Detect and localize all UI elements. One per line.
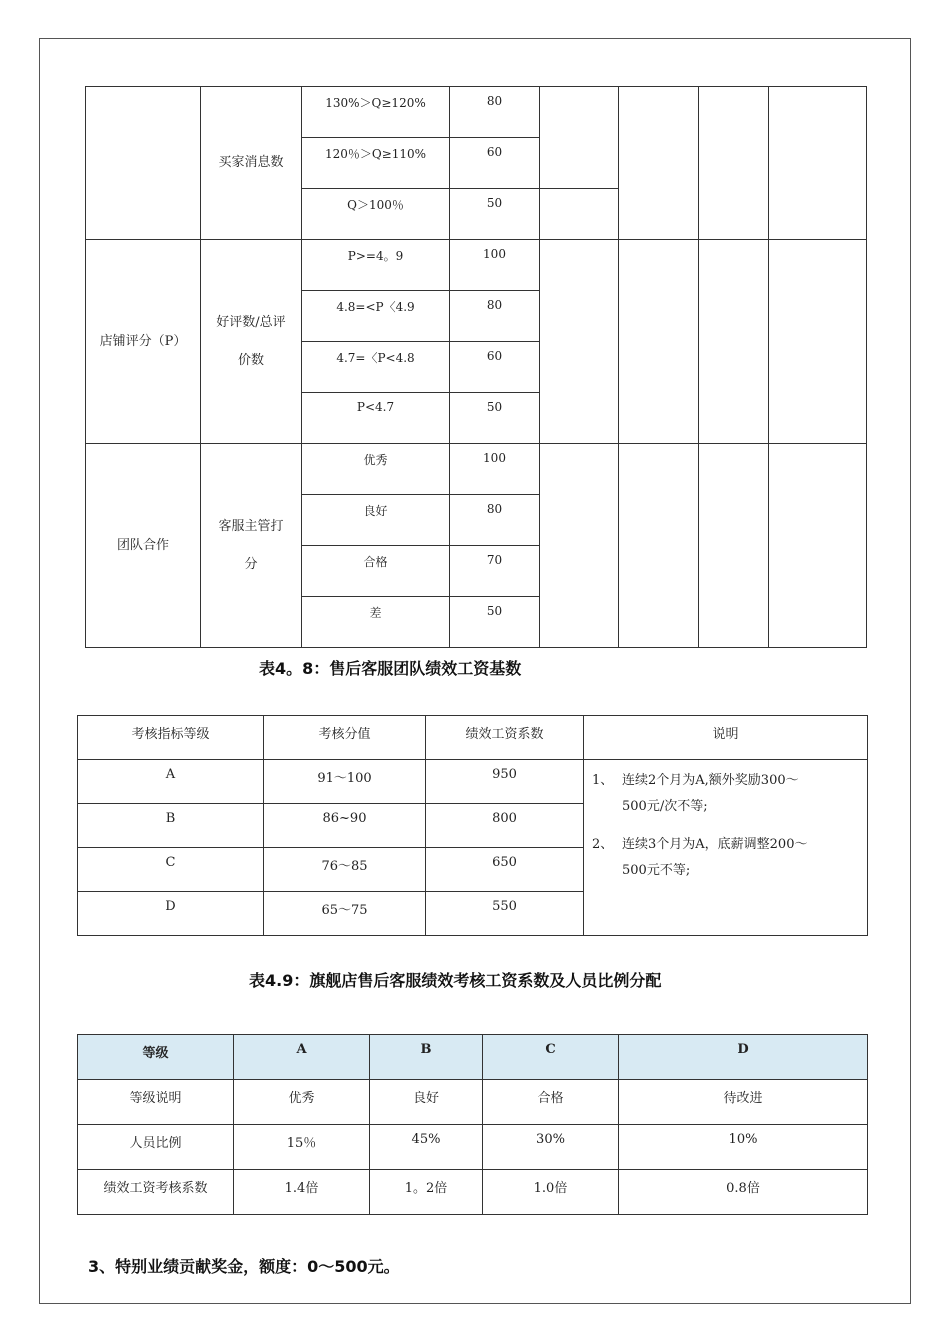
score-cell: 60	[450, 138, 540, 189]
metric-line: 好评数/总评	[216, 314, 286, 330]
table-row	[78, 1080, 868, 1125]
notes-cell	[584, 760, 868, 936]
condition-cell: 良好	[302, 495, 450, 546]
score-cell: 80	[450, 291, 540, 342]
condition-cell: 优秀	[302, 444, 450, 495]
grade-cell: A	[78, 760, 264, 804]
condition-cell: 4.8=<P〈4.9	[302, 291, 450, 342]
condition-cell: 差	[302, 597, 450, 648]
row-label: 人员比例	[78, 1125, 234, 1170]
table-row	[78, 1125, 868, 1170]
metric-cell: 买家消息数	[201, 87, 302, 240]
score-cell: 50	[450, 597, 540, 648]
coefficient-cell: 800	[426, 804, 584, 848]
condition-cell: 130%＞Q≥120%	[302, 87, 450, 138]
column-header: 考核指标等级	[78, 716, 264, 760]
table-cell: 10%	[619, 1125, 868, 1170]
column-header: D	[619, 1035, 868, 1080]
score-cell: 60	[450, 342, 540, 393]
empty-cell	[769, 444, 867, 648]
metric-line: 分	[244, 556, 258, 572]
table-cell: 0.8倍	[619, 1170, 868, 1215]
empty-cell	[540, 240, 619, 444]
table-row	[86, 444, 867, 495]
column-header: C	[483, 1035, 619, 1080]
grade-ratio-table	[77, 1034, 868, 1215]
score-range-cell: 76～85	[264, 848, 426, 892]
note-item	[592, 832, 859, 858]
score-cell: 100	[450, 444, 540, 495]
table-cell: 15％	[234, 1125, 370, 1170]
table-cell: 1.0倍	[483, 1170, 619, 1215]
note-number: 1、	[592, 773, 614, 788]
condition-cell: 120％＞Q≥110%	[302, 138, 450, 189]
note-text: 连续3个月为A，底薪调整200～	[622, 837, 808, 852]
table-row	[86, 240, 867, 291]
score-range-cell: 91～100	[264, 760, 426, 804]
empty-cell	[619, 444, 699, 648]
condition-cell: 4.7=〈P<4.8	[302, 342, 450, 393]
empty-cell	[769, 87, 867, 240]
table-cell: 优秀	[234, 1080, 370, 1125]
metric-cell	[201, 444, 302, 648]
category-cell: 团队合作	[86, 444, 201, 648]
coefficient-cell: 550	[426, 892, 584, 936]
table-cell: 45%	[370, 1125, 483, 1170]
column-header: A	[234, 1035, 370, 1080]
score-cell: 50	[450, 189, 540, 240]
table-row	[78, 760, 868, 804]
wage-base-table	[77, 715, 868, 936]
empty-cell	[769, 240, 867, 444]
column-header: 说明	[584, 716, 868, 760]
bonus-paragraph: 3、特别业绩贡献奖金，额度：0～500元。	[88, 1257, 400, 1276]
note-text: 连续2个月为A,额外奖励300～	[622, 773, 799, 788]
metric-cell	[201, 240, 302, 444]
table-cell: 30%	[483, 1125, 619, 1170]
score-cell: 70	[450, 546, 540, 597]
grade-cell: C	[78, 848, 264, 892]
table-cell: 1。2倍	[370, 1170, 483, 1215]
table-caption: 表4.9：旗舰店售后客服绩效考核工资系数及人员比例分配	[249, 971, 662, 990]
condition-cell: 合格	[302, 546, 450, 597]
coefficient-cell: 650	[426, 848, 584, 892]
row-label: 绩效工资考核系数	[78, 1170, 234, 1215]
table-caption: 表4。8：售后客服团队绩效工资基数	[259, 659, 522, 678]
table-cell: 合格	[483, 1080, 619, 1125]
metric-line: 价数	[237, 352, 264, 368]
table-cell: 待改进	[619, 1080, 868, 1125]
empty-cell	[540, 87, 619, 189]
column-header: 等级	[78, 1035, 234, 1080]
metric-line: 客服主管打	[218, 518, 284, 534]
column-header: B	[370, 1035, 483, 1080]
row-label: 等级说明	[78, 1080, 234, 1125]
score-cell: 80	[450, 87, 540, 138]
empty-cell	[699, 444, 769, 648]
condition-cell: P>=4。9	[302, 240, 450, 291]
score-range-cell: 86~90	[264, 804, 426, 848]
condition-cell: Q＞100％	[302, 189, 450, 240]
grade-cell: D	[78, 892, 264, 936]
note-number: 2、	[592, 837, 614, 852]
score-range-cell: 65～75	[264, 892, 426, 936]
note-text-continued: 500元不等;	[622, 863, 691, 878]
table-header-row	[78, 1035, 868, 1080]
category-cell: 店铺评分（P）	[86, 240, 201, 444]
empty-cell	[619, 87, 699, 240]
condition-cell: P<4.7	[302, 393, 450, 444]
table-row	[86, 87, 867, 138]
empty-cell	[619, 240, 699, 444]
table-header-row	[78, 716, 868, 760]
table-row	[78, 1170, 868, 1215]
scoring-table	[85, 86, 867, 648]
column-header: 绩效工资系数	[426, 716, 584, 760]
grade-cell: B	[78, 804, 264, 848]
note-text-continued: 500元/次不等;	[622, 799, 708, 814]
note-item	[592, 768, 859, 794]
score-cell: 80	[450, 495, 540, 546]
column-header: 考核分值	[264, 716, 426, 760]
table-cell: 良好	[370, 1080, 483, 1125]
table-cell: 1.4倍	[234, 1170, 370, 1215]
coefficient-cell: 950	[426, 760, 584, 804]
empty-cell	[540, 444, 619, 648]
empty-cell	[699, 240, 769, 444]
empty-cell	[540, 189, 619, 240]
category-cell	[86, 87, 201, 240]
score-cell: 50	[450, 393, 540, 444]
score-cell: 100	[450, 240, 540, 291]
empty-cell	[699, 87, 769, 240]
